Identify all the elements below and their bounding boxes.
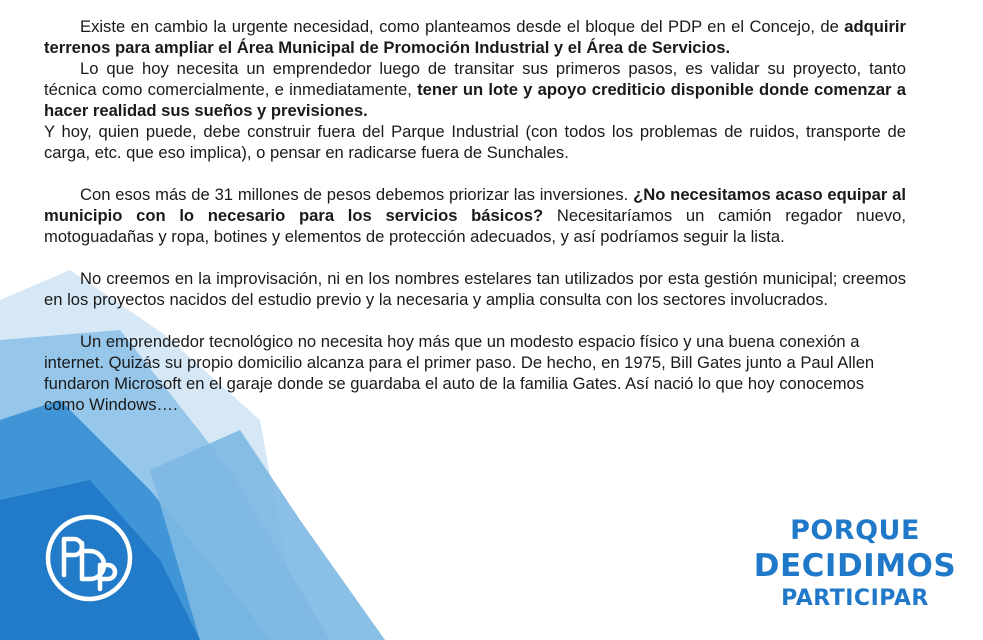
campaign-slogan	[740, 514, 970, 614]
paragraph-1-text: Existe en cambio la urgente necesidad, como planteamos desde el bloque del PDP en el Concejo, de	[80, 17, 845, 36]
paragraph-4-bold: ¿No necesitamos acaso equipar al municipio con lo necesario para los servicios básicos?	[44, 185, 906, 225]
slogan-line-3: PARTICIPAR	[781, 586, 929, 611]
pdp-logo-icon	[44, 513, 134, 603]
slogan-line-1: PORQUE	[790, 515, 920, 546]
paragraph-4	[44, 184, 906, 247]
paragraph-2	[44, 58, 906, 121]
paragraph-4-text: Con esos más de 31 millones de pesos debemos priorizar las inversiones.	[80, 185, 634, 204]
paragraph-4-text-2: Necesitaríamos un camión regador nuevo, motoguadañas y ropa, botines y elementos de protección adecuados, y así podríamos seguir la lista.	[44, 206, 906, 246]
paragraph-6	[44, 331, 906, 415]
paragraph-2-bold: tener un lote y apoyo crediticio disponible donde comenzar a hacer realidad sus sueños y previsiones.	[44, 80, 906, 120]
paragraph-6-text: Un emprendedor tecnológico no necesita hoy más que un modesto espacio físico y una buena conexión a internet. Quizás su propio domicilio alcanza para el primer paso. De hecho, en 1975, Bill Gates junto a Paul Allen fundaron Microsoft en el garaje donde se guardaba el auto de la familia Gates. Así nació lo que hoy conocemos como Windows….	[44, 332, 875, 414]
paragraph-5	[44, 268, 906, 310]
paragraph-1-bold: adquirir terrenos para ampliar el Área Municipal de Promoción Industrial y el Área de Servicios.	[44, 17, 906, 57]
document-body	[44, 16, 906, 415]
paragraph-1	[44, 16, 906, 58]
paragraph-3-text: Y hoy, quien puede, debe construir fuera del Parque Industrial (con todos los problemas de ruidos, transporte de carga, etc. que eso implica), o pensar en radicarse fuera de Sunchales.	[44, 122, 906, 162]
paragraph-2-text: Lo que hoy necesita un emprendedor luego de transitar sus primeros pasos, es validar su proyecto, tanto técnica como comercialmente, e inmediatamente,	[44, 59, 906, 99]
paragraph-5-text: No creemos en la improvisación, ni en los nombres estelares tan utilizados por esta gestión municipal; creemos en los proyectos nacidos del estudio previo y la necesaria y amplia consulta con los sectores involucrados.	[44, 269, 906, 309]
slogan-line-2: DECIDIMOS	[753, 548, 957, 584]
paragraph-3	[44, 121, 906, 163]
